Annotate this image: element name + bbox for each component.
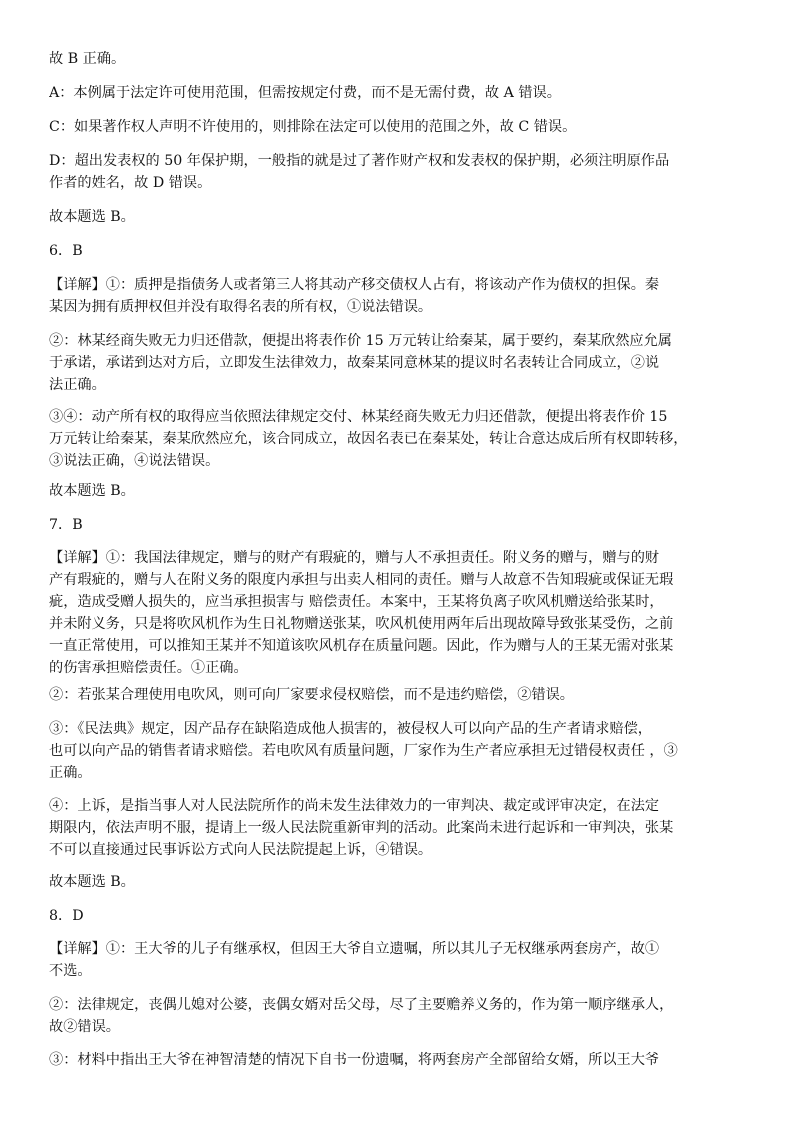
text-line: 产有瑕疵的，赠与人在附义务的限度内承担与出卖人相同的责任。赠与人故意不告知瑕疵或保证无瑕: [49, 572, 674, 588]
text-line: ③说法正确，④说法错误。: [49, 453, 220, 469]
text-line: D：超出发表权的 50 年保护期，一般指的就是过了著作财产权和发表权的保护期，必须注明原作品: [49, 153, 670, 169]
text-line: 8．D: [49, 908, 84, 924]
paragraph-answer-7: [49, 871, 749, 893]
paragraph-q7-item-1: [49, 547, 749, 679]
paragraph-q8-item-2: [49, 994, 749, 1038]
text-line: ②：法律规定，丧偶儿媳对公婆，丧偶女婿对岳父母，尽了主要赡养义务的，作为第一顺序继承人，: [49, 997, 674, 1013]
paragraph-q6-item-1: [49, 274, 749, 318]
text-line: 故②错误。: [49, 1019, 120, 1035]
paragraph-q6-item-2: [49, 330, 749, 396]
text-line: 某因为拥有质押权但并没有取得名表的所有权，①说法错误。: [49, 299, 433, 315]
text-line: ②：林某经商失败无力归还借款，便提出将表作价 15 万元转让给秦某，属于要约，秦某欣然应允属: [49, 333, 672, 349]
paragraph-q7-item-4: [49, 795, 749, 861]
text-line: 作者的姓名，故 D 错误。: [49, 175, 212, 191]
text-line: 【详解】①：我国法律规定，赠与的财产有瑕疵的，赠与人不承担责任。附义务的赠与，赠与的财: [49, 550, 660, 566]
paragraph-q6-item-3-4: [49, 406, 749, 472]
text-line: 也可以向产品的销售者请求赔偿。若电吹风有质量问题，厂家作为生产者应承担无过错侵权责任 ，③: [49, 743, 678, 759]
paragraph-option-a: [49, 82, 749, 104]
paragraph-q7-item-2: [49, 684, 749, 706]
text-line: 故本题选 B。: [49, 209, 135, 225]
question-number-6: [49, 240, 749, 262]
text-line: 不选。: [49, 963, 92, 979]
text-line: 故 B 正确。: [49, 51, 126, 67]
text-line: 法正确。: [49, 377, 106, 393]
paragraph-conclusion-5: [49, 48, 749, 70]
paragraph-q8-item-3: [49, 1049, 749, 1071]
text-line: 正确。: [49, 765, 92, 781]
text-line: 6．B: [49, 243, 83, 259]
question-number-8: [49, 905, 749, 927]
text-line: 7．B: [49, 517, 83, 533]
paragraph-option-d: [49, 150, 749, 194]
text-line: 期限内，依法声明不服，提请上一级人民法院重新审判的活动。此案尚未进行起诉和一审判决，张某: [49, 820, 674, 836]
text-line: ③：材料中指出王大爷在神智清楚的情况下自书一份遗嘱，将两套房产全部留给女婿，所以王大爷: [49, 1052, 660, 1068]
text-line: ④：上诉，是指当事人对人民法院所作的尚未发生法律效力的一审判决、裁定或评审决定，在法定: [49, 798, 660, 814]
text-line: 一直正常使用，可以推知王某并不知道该吹风机存在质量问题。因此，作为赠与人的王某无需对张某: [49, 638, 674, 654]
text-line: 并未附义务，只是将吹风机作为生日礼物赠送张某，吹风机使用两年后出现故障导致张某受伤，之前: [49, 616, 674, 632]
paragraph-option-c: [49, 116, 749, 138]
question-number-7: [49, 514, 749, 536]
text-line: 不可以直接通过民事诉讼方式向人民法院提起上诉，④错误。: [49, 842, 433, 858]
text-line: A：本例属于法定许可使用范围，但需按规定付费，而不是无需付费，故 A 错误。: [49, 85, 561, 101]
text-line: 【详解】①：王大爷的儿子有继承权，但因王大爷自立遗嘱，所以其儿子无权继承两套房产，故①: [49, 941, 660, 957]
text-line: 于承诺，承诺到达对方后，立即发生法律效力，故秦某同意林某的提议时名表转让合同成立，②说: [49, 355, 660, 371]
paragraph-q7-item-3: [49, 718, 749, 784]
paragraph-answer-6: [49, 480, 749, 502]
text-line: ③：《民法典》规定，因产品存在缺陷造成他人损害的，被侵权人可以向产品的生产者请求赔偿，: [49, 721, 652, 737]
text-line: 万元转让给秦某，秦某欣然应允，该合同成立，故因名表已在秦某处，转让合意达成后所有权即转移，: [49, 431, 688, 447]
paragraph-q8-item-1: [49, 938, 749, 982]
paragraph-answer-5: [49, 206, 749, 228]
text-line: C：如果著作权人声明不许使用的，则排除在法定可以使用的范围之外，故 C 错误。: [49, 119, 577, 135]
text-line: ②：若张某合理使用电吹风，则可向厂家要求侵权赔偿，而不是违约赔偿，②错误。: [49, 687, 574, 703]
text-line: 的伤害承担赔偿责任。①正确。: [49, 660, 248, 676]
text-line: ③④：动产所有权的取得应当依照法律规定交付、林某经商失败无力归还借款，便提出将表作价 15: [49, 409, 668, 425]
text-line: 【详解】①：质押是指债务人或者第三人将其动产移交债权人占有，将该动产作为债权的担保。秦: [49, 277, 660, 293]
text-line: 故本题选 B。: [49, 874, 135, 890]
text-line: 故本题选 B。: [49, 483, 135, 499]
text-line: 疵，造成受赠人损失的，应当承担损害与 赔偿责任。本案中，王某将负离子吹风机赠送给张某时，: [49, 594, 664, 610]
